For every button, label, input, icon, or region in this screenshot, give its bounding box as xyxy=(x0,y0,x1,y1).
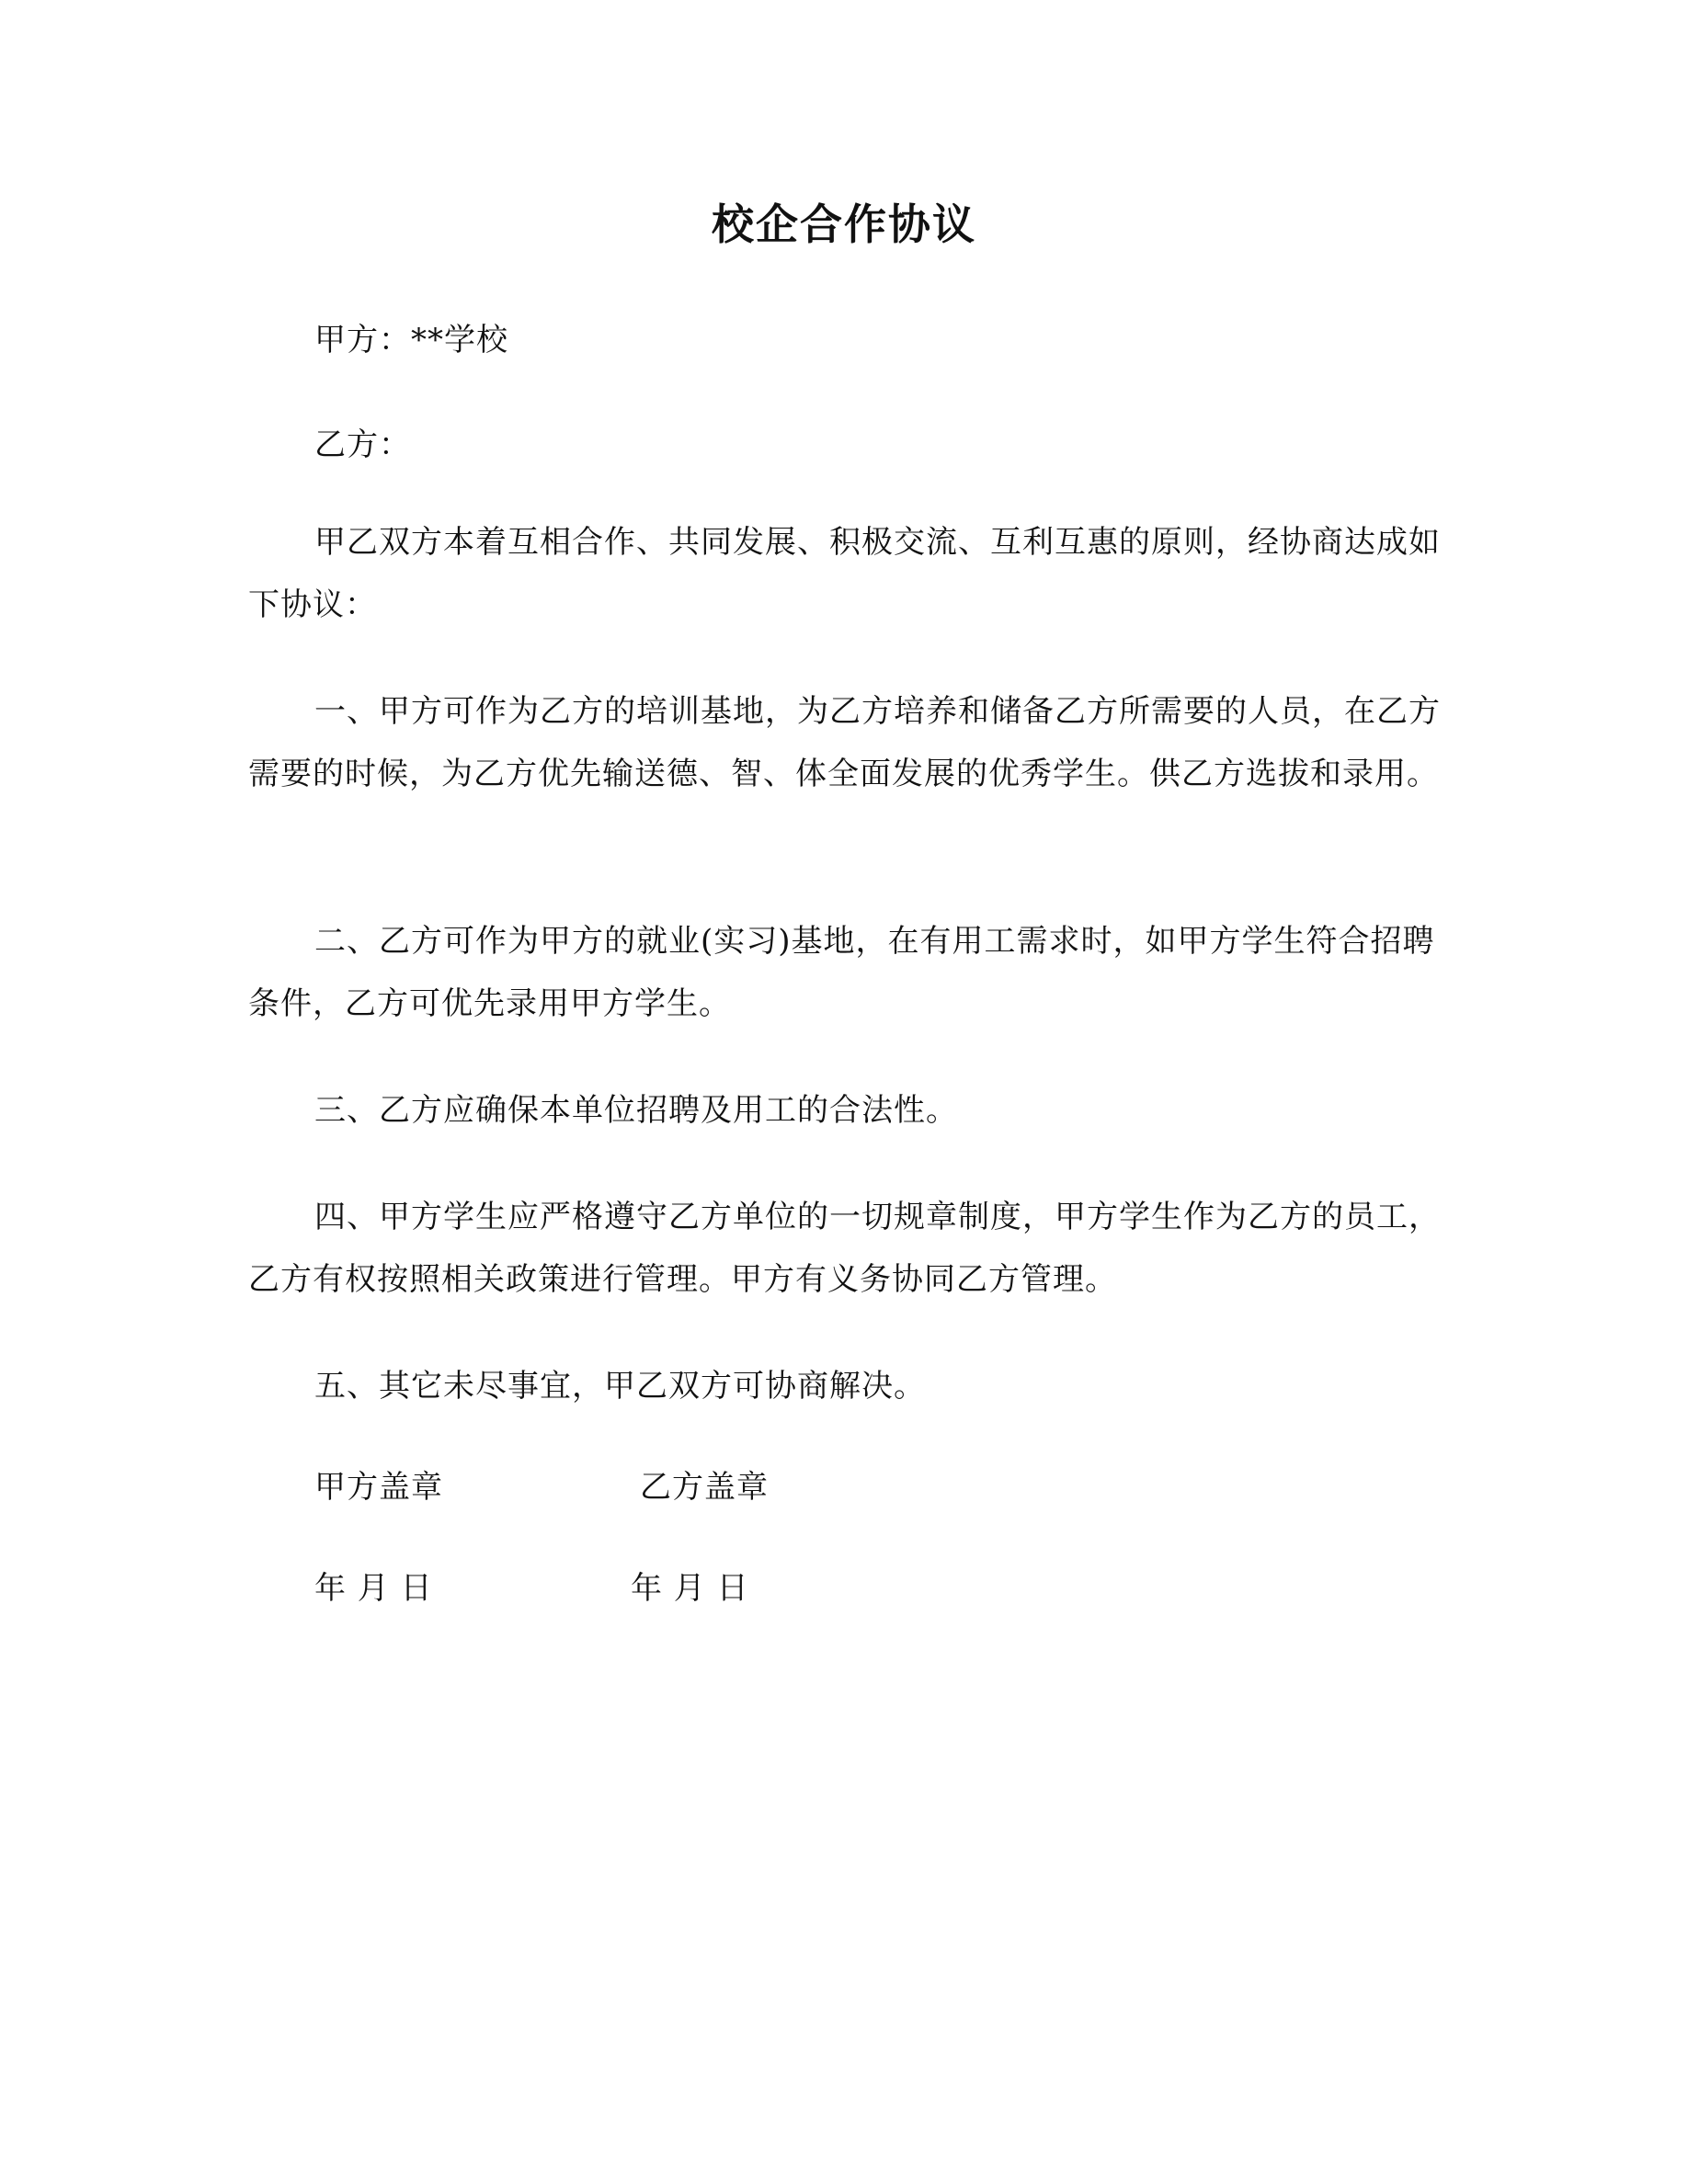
clause-3: 三、乙方应确保本单位招聘及用工的合法性。 xyxy=(314,1092,958,1129)
clause-4: 四、甲方学生应严格遵守乙方单位的一切规章制度，甲方学生作为乙方的员工，乙方有权按照相关政策进行管理。甲方有义务协同乙方管理。 xyxy=(248,1199,1441,1298)
clause-2: 二、乙方可作为甲方的就业(实习)基地，在有用工需求时，如甲方学生符合招聘条件，乙方可优先录用甲方学生。 xyxy=(248,923,1435,1022)
clause-1: 一、甲方可作为乙方的培训基地，为乙方培养和储备乙方所需要的人员，在乙方需要的时候，为乙方优先输送德、智、体全面发展的优秀学生。供乙方选拔和录用。 xyxy=(248,693,1441,792)
intro-paragraph: 甲乙双方本着互相合作、共同发展、积极交流、互利互惠的原则，经协商达成如下协议： xyxy=(248,524,1441,623)
party-b-seal-label: 乙方盖章 xyxy=(640,1469,769,1506)
party-a-date-label: 年 月 日 xyxy=(314,1570,433,1607)
party-a-seal-label: 甲方盖章 xyxy=(314,1469,443,1506)
clause-5: 五、其它未尽事宜，甲乙双方可协商解决。 xyxy=(314,1368,926,1405)
party-b-line: 乙方： xyxy=(314,427,411,463)
party-a-line: 甲方：**学校 xyxy=(314,322,508,358)
document-title: 校企合作协议 xyxy=(712,199,976,249)
party-b-date-label: 年 月 日 xyxy=(631,1570,749,1607)
